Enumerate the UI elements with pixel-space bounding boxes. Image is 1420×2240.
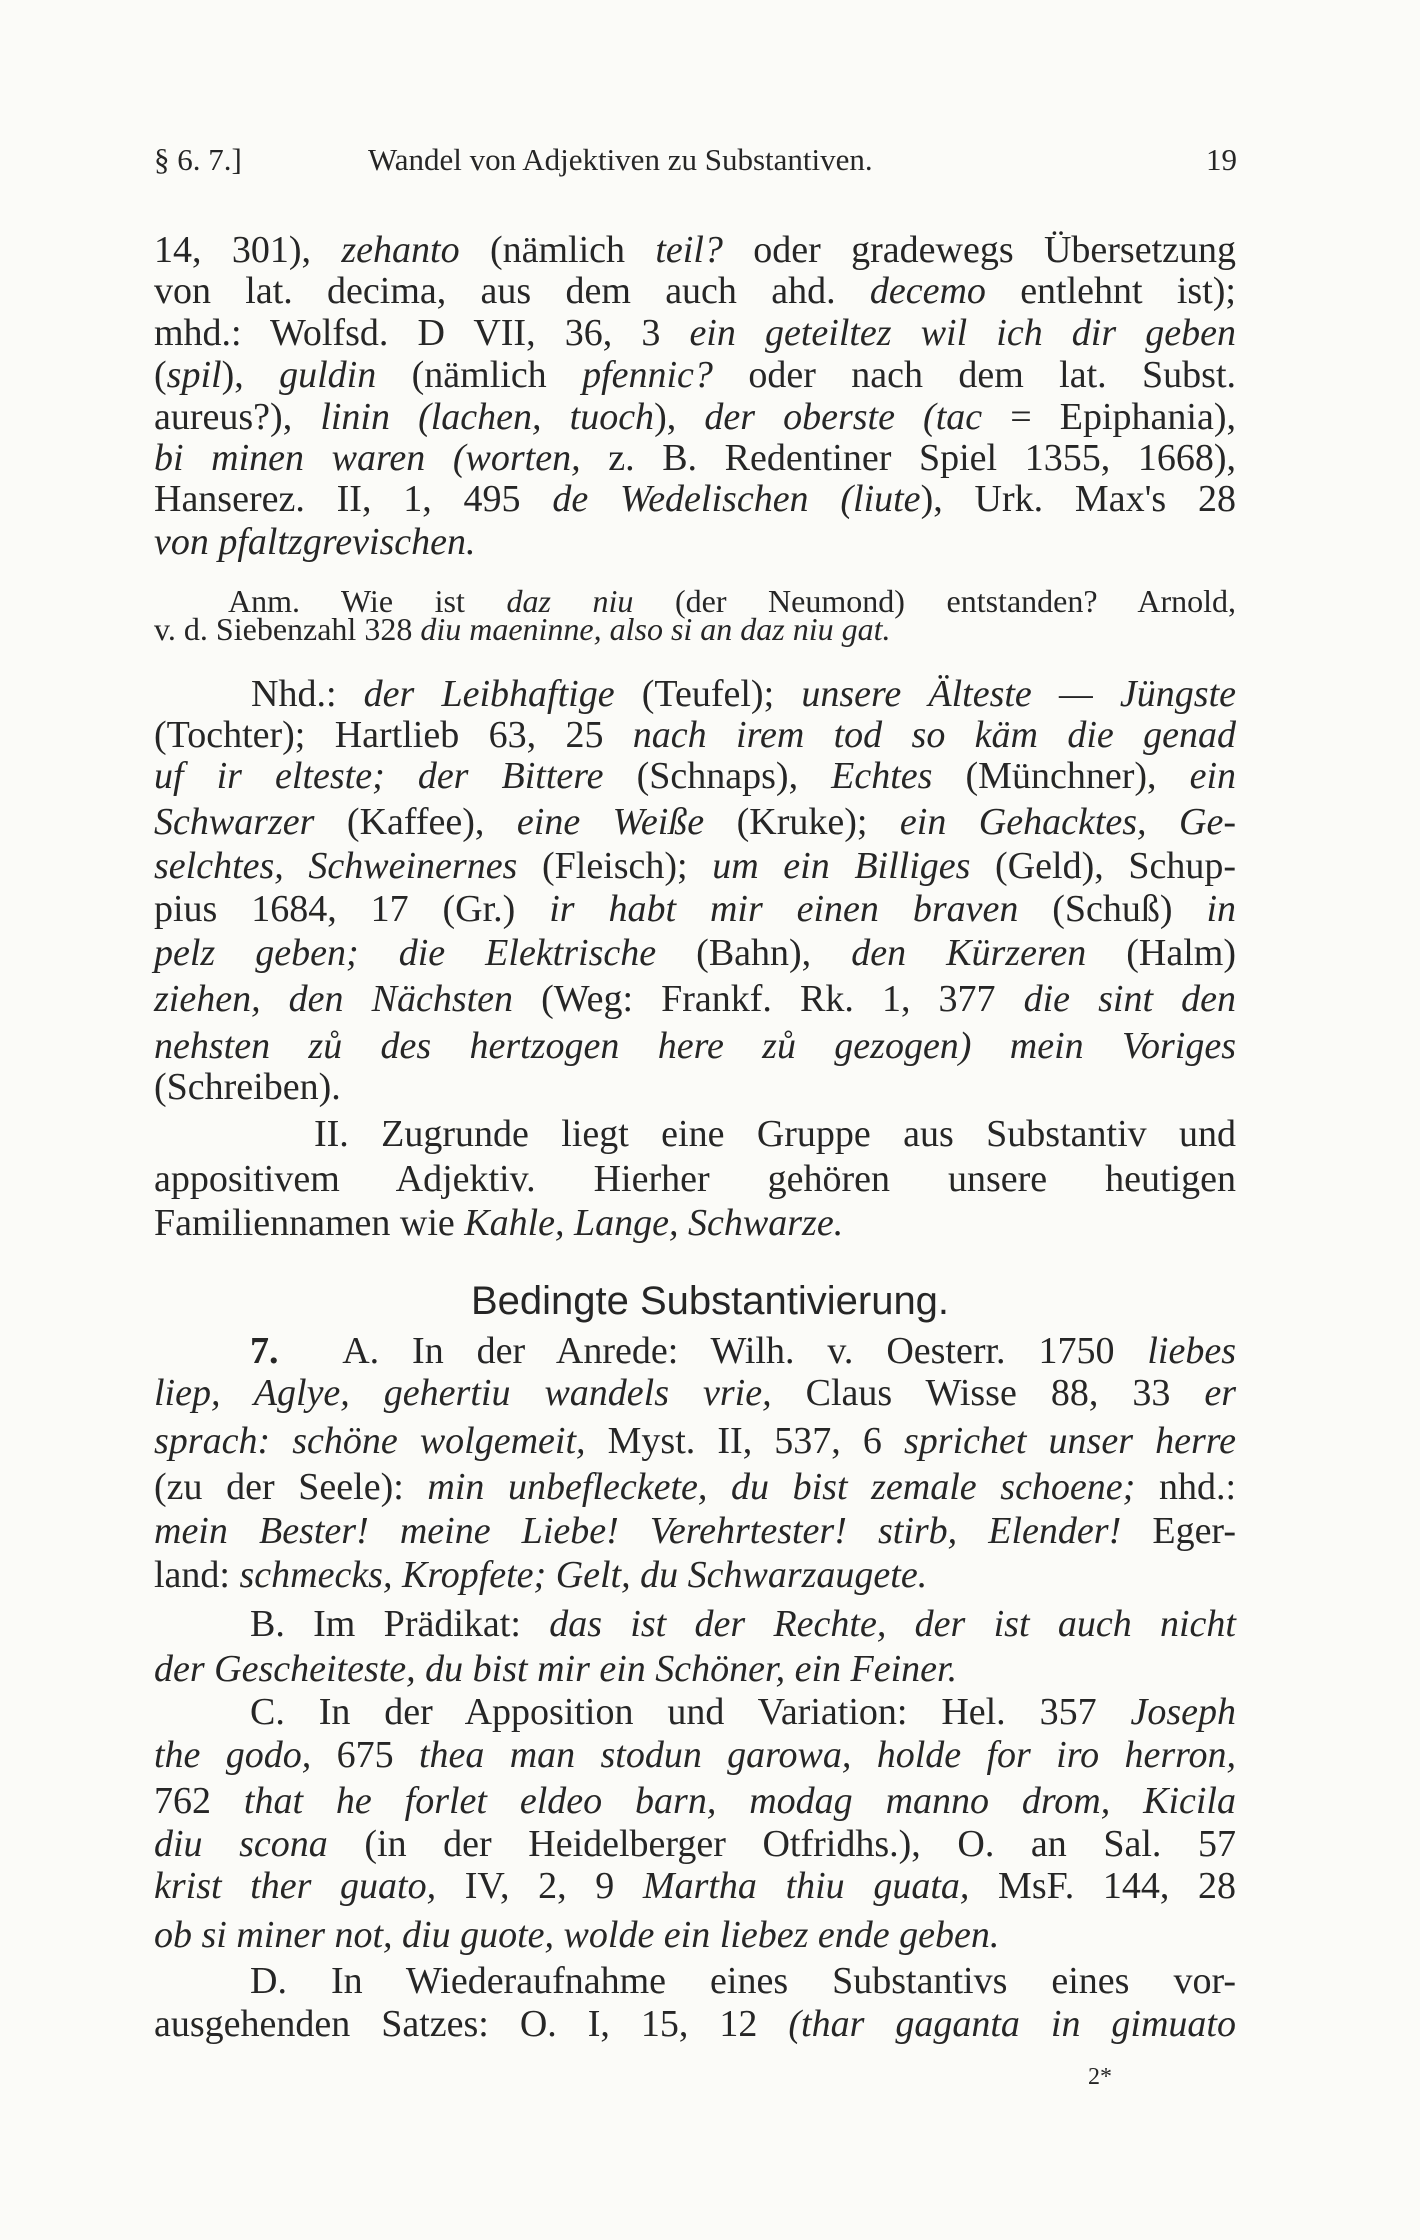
italic-quote: decemo [869, 270, 986, 312]
text-line [154, 477, 1236, 521]
italic-quote: (thar gaganta in gimuato [788, 2003, 1236, 2045]
text-line [154, 520, 1236, 564]
text-run: (nämlich [459, 229, 656, 271]
italic-quote: um ein Billiges [712, 845, 971, 887]
italic-quote: thea man stodun garowa, holde for iro herron, [418, 1734, 1236, 1776]
text-run: Eger- [1121, 1510, 1236, 1552]
italic-quote: ein Gehacktes, Ge- [899, 801, 1236, 843]
italic-quote: diu maeninne, also si an daz niu gat. [420, 611, 891, 647]
text-run: (Schreiben). [154, 1066, 341, 1108]
text-run: (Teufel); [614, 673, 802, 715]
italic-quote: ob si miner not, diu guote, wolde ein liebez ende geben. [154, 1914, 1000, 1956]
text-line [154, 2002, 1236, 2046]
text-run: Myst. II, 537, 6 [585, 1420, 905, 1462]
italic-quote: diu scona [154, 1823, 328, 1865]
italic-quote: das ist der Rechte, der ist auch nicht [549, 1603, 1236, 1645]
text-run: (nämlich [376, 354, 583, 396]
italic-quote: Joseph [1130, 1691, 1236, 1733]
text-line [154, 1024, 1236, 1068]
text-run: v. d. Siebenzahl 328 [154, 611, 421, 647]
text-line [154, 977, 1236, 1021]
text-run: (Schuß) [1018, 888, 1207, 930]
paragraph-number: 7. [250, 1330, 279, 1372]
italic-quote: der Gescheiteste, du bist mir ein Schöner, ein Feiner. [154, 1648, 958, 1690]
text-run: Hanserez. II, 1, 495 [154, 478, 553, 520]
italic-quote: der oberste (tac [704, 396, 983, 438]
italic-quote: ziehen, den Nächsten [154, 978, 514, 1020]
text-run: Anm. Wie ist [228, 583, 507, 619]
text-line [154, 228, 1236, 272]
italic-quote: pelz geben; die Elektrische [154, 932, 657, 974]
text-run: mhd.: Wolfsd. D VII, 36, 3 [154, 312, 690, 354]
italic-quote: Echtes [831, 755, 933, 797]
text-line [154, 1157, 1236, 1201]
text-run: nhd.: [1135, 1466, 1237, 1508]
italic-quote: guldin [279, 354, 377, 396]
text-line [250, 1690, 1236, 1734]
text-line [154, 607, 1236, 651]
text-run: Familiennamen wie [154, 1202, 465, 1244]
italic-quote: sprichet unser herre [904, 1420, 1236, 1462]
section-heading: Bedingte Substantivierung. [470, 1279, 950, 1323]
text-run: aureus?), [154, 396, 321, 438]
text-run: (Schnaps), [603, 755, 832, 797]
text-line [154, 1913, 1236, 1957]
italic-quote: unsere Älteste — Jüngste [801, 673, 1236, 715]
italic-quote: pfennic? [582, 354, 713, 396]
text-run: = Epiphania), [982, 396, 1236, 438]
text-run: (in der Heidelberger Otfridhs.), O. an Sal. 57 [327, 1823, 1236, 1865]
italic-quote: sprach: schöne wolgemeit, [154, 1420, 586, 1462]
text-line [154, 887, 1236, 931]
text-line [154, 1822, 1236, 1866]
text-line [154, 1419, 1236, 1463]
italic-quote: ein [1189, 755, 1237, 797]
text-run: Nhd.: [251, 673, 364, 715]
text-run: (Kaffee), [314, 801, 517, 843]
text-line [154, 800, 1236, 844]
text-run: IV, 2, 9 [436, 1865, 643, 1907]
italic-quote: min unbefleckete, du bist zemale schoene; [427, 1466, 1136, 1508]
text-line [154, 844, 1236, 888]
italic-quote: the godo, [154, 1734, 312, 1776]
italic-quote: liebes [1147, 1330, 1236, 1372]
text-line [250, 1959, 1236, 2003]
text-run: oder gradewegs Übersetzung [722, 229, 1237, 271]
italic-quote: liep, Aglye, gehertiu wandels vrie, [154, 1372, 772, 1414]
italic-quote: uf ir elteste; der Bittere [154, 755, 604, 797]
italic-quote: zehanto [341, 229, 460, 271]
text-line [154, 1864, 1236, 1908]
text-run: ausgehenden Satzes: O. I, 15, 12 [154, 2003, 789, 2045]
text-run: C. In der Apposition und Variation: Hel. 357 [250, 1691, 1131, 1733]
text-line [154, 1465, 1236, 1509]
text-line [251, 672, 1236, 716]
text-line [154, 395, 1236, 439]
text-line [154, 1201, 1236, 1245]
text-run: pius 1684, 17 (Gr.) [154, 888, 550, 930]
text-run: MsF. 144, 28 [969, 1865, 1236, 1907]
text-line [154, 754, 1236, 798]
italic-quote: er [1204, 1372, 1236, 1414]
signature-mark: 2* [1088, 2064, 1112, 2090]
italic-quote: ir habt mir einen braven [549, 888, 1019, 930]
running-header [154, 138, 1236, 182]
text-run: ), [221, 354, 280, 396]
text-line [154, 1733, 1236, 1777]
text-run: (Halm) [1086, 932, 1236, 974]
italic-quote: that he forlet eldeo barn, modag manno drom, Kicila [243, 1780, 1236, 1822]
text-run: 14, 301), [154, 229, 342, 271]
text-run: 762 [154, 1780, 244, 1822]
text-line [154, 931, 1236, 975]
text-run: entlehnt ist); [985, 270, 1236, 312]
italic-quote: von pfaltzgrevischen. [154, 521, 476, 563]
text-run: ), Urk. Max's 28 [920, 478, 1236, 520]
italic-quote: bi minen waren (worten, [154, 437, 581, 479]
text-line [154, 353, 1236, 397]
text-line [154, 1779, 1236, 1823]
italic-quote: selchtes, Schweinernes [154, 845, 518, 887]
text-line [154, 713, 1236, 757]
italic-quote: in [1206, 888, 1237, 930]
text-line [154, 1065, 1236, 1109]
text-run: ), [654, 396, 705, 438]
text-run: 675 [311, 1734, 419, 1776]
text-run: (Fleisch); [517, 845, 713, 887]
text-run: B. Im Prädikat: [250, 1603, 550, 1645]
text-run: D. In Wiederaufnahme eines Substantivs eines vor- [250, 1960, 1236, 2002]
text-run: (Münchner), [932, 755, 1190, 797]
text-run: (Bahn), [656, 932, 852, 974]
section-reference: § 6. 7.] [154, 142, 242, 177]
italic-quote: nehsten zů des hertzogen here zů gezogen) mein Voriges [154, 1025, 1236, 1067]
italic-quote: die sint den [1023, 978, 1236, 1020]
running-title: Wandel von Adjektiven zu Substantiven. [368, 142, 873, 177]
italic-quote: der Leibhaftige [363, 673, 615, 715]
text-run: II. Zugrunde liegt eine Gruppe aus Substantiv und [314, 1113, 1236, 1155]
text-run: z. B. Redentiner Spiel 1355, 1668), [580, 437, 1236, 479]
italic-quote: nach irem tod so käm die genad [632, 714, 1236, 756]
text-line [154, 269, 1236, 313]
text-line [154, 1509, 1236, 1553]
italic-quote: daz niu [506, 583, 634, 619]
italic-quote: de Wedelischen (liute [552, 478, 921, 520]
text-line [314, 1112, 1236, 1156]
text-run: ( [154, 354, 167, 396]
italic-quote: schmecks, Kropfete; Gelt, du Schwarzaugete. [239, 1554, 928, 1596]
text-run: land: [154, 1554, 240, 1596]
text-run: oder nach dem lat. Subst. [712, 354, 1237, 396]
text-line [154, 1553, 1236, 1597]
italic-quote: Kahle, Lange, Schwarze. [464, 1202, 844, 1244]
text-run: (Kruke); [704, 801, 900, 843]
italic-quote: Martha thiu guata, [642, 1865, 970, 1907]
italic-quote: krist ther guato, [154, 1865, 437, 1907]
text-run: (Geld), Schup- [970, 845, 1236, 887]
text-run: Claus Wisse 88, 33 [771, 1372, 1205, 1414]
italic-quote: linin (lachen, tuoch [320, 396, 655, 438]
italic-quote: spil [166, 354, 222, 396]
text-run: (Weg: Frankf. Rk. 1, 377 [513, 978, 1024, 1020]
text-run: (Tochter); Hartlieb 63, 25 [154, 714, 633, 756]
text-run: appositivem Adjektiv. Hierher gehören unsere heutigen [154, 1158, 1236, 1200]
text-line [250, 1602, 1236, 1646]
text-run: (zu der Seele): [154, 1466, 428, 1508]
italic-quote: mein Bester! meine Liebe! Verehrtester! stirb, Elender! [154, 1510, 1122, 1552]
text-run: (der Neumond) entstanden? Arnold, [633, 583, 1237, 619]
italic-quote: Schwarzer [154, 801, 315, 843]
text-run: A. In der Anrede: Wilh. v. Oesterr. 1750 [278, 1330, 1148, 1372]
text-line [154, 436, 1236, 480]
italic-quote: eine Weiße [516, 801, 705, 843]
text-line [154, 1371, 1236, 1415]
text-line [250, 1329, 1236, 1373]
italic-quote: ein geteiltez wil ich dir geben [689, 312, 1236, 354]
text-line [154, 311, 1236, 355]
italic-quote: den Kürzeren [851, 932, 1087, 974]
page-number: 19 [1206, 142, 1237, 177]
italic-quote: teil? [655, 229, 723, 271]
text-run: von lat. decima, aus dem auch ahd. [154, 270, 870, 312]
text-line [154, 1647, 1236, 1691]
